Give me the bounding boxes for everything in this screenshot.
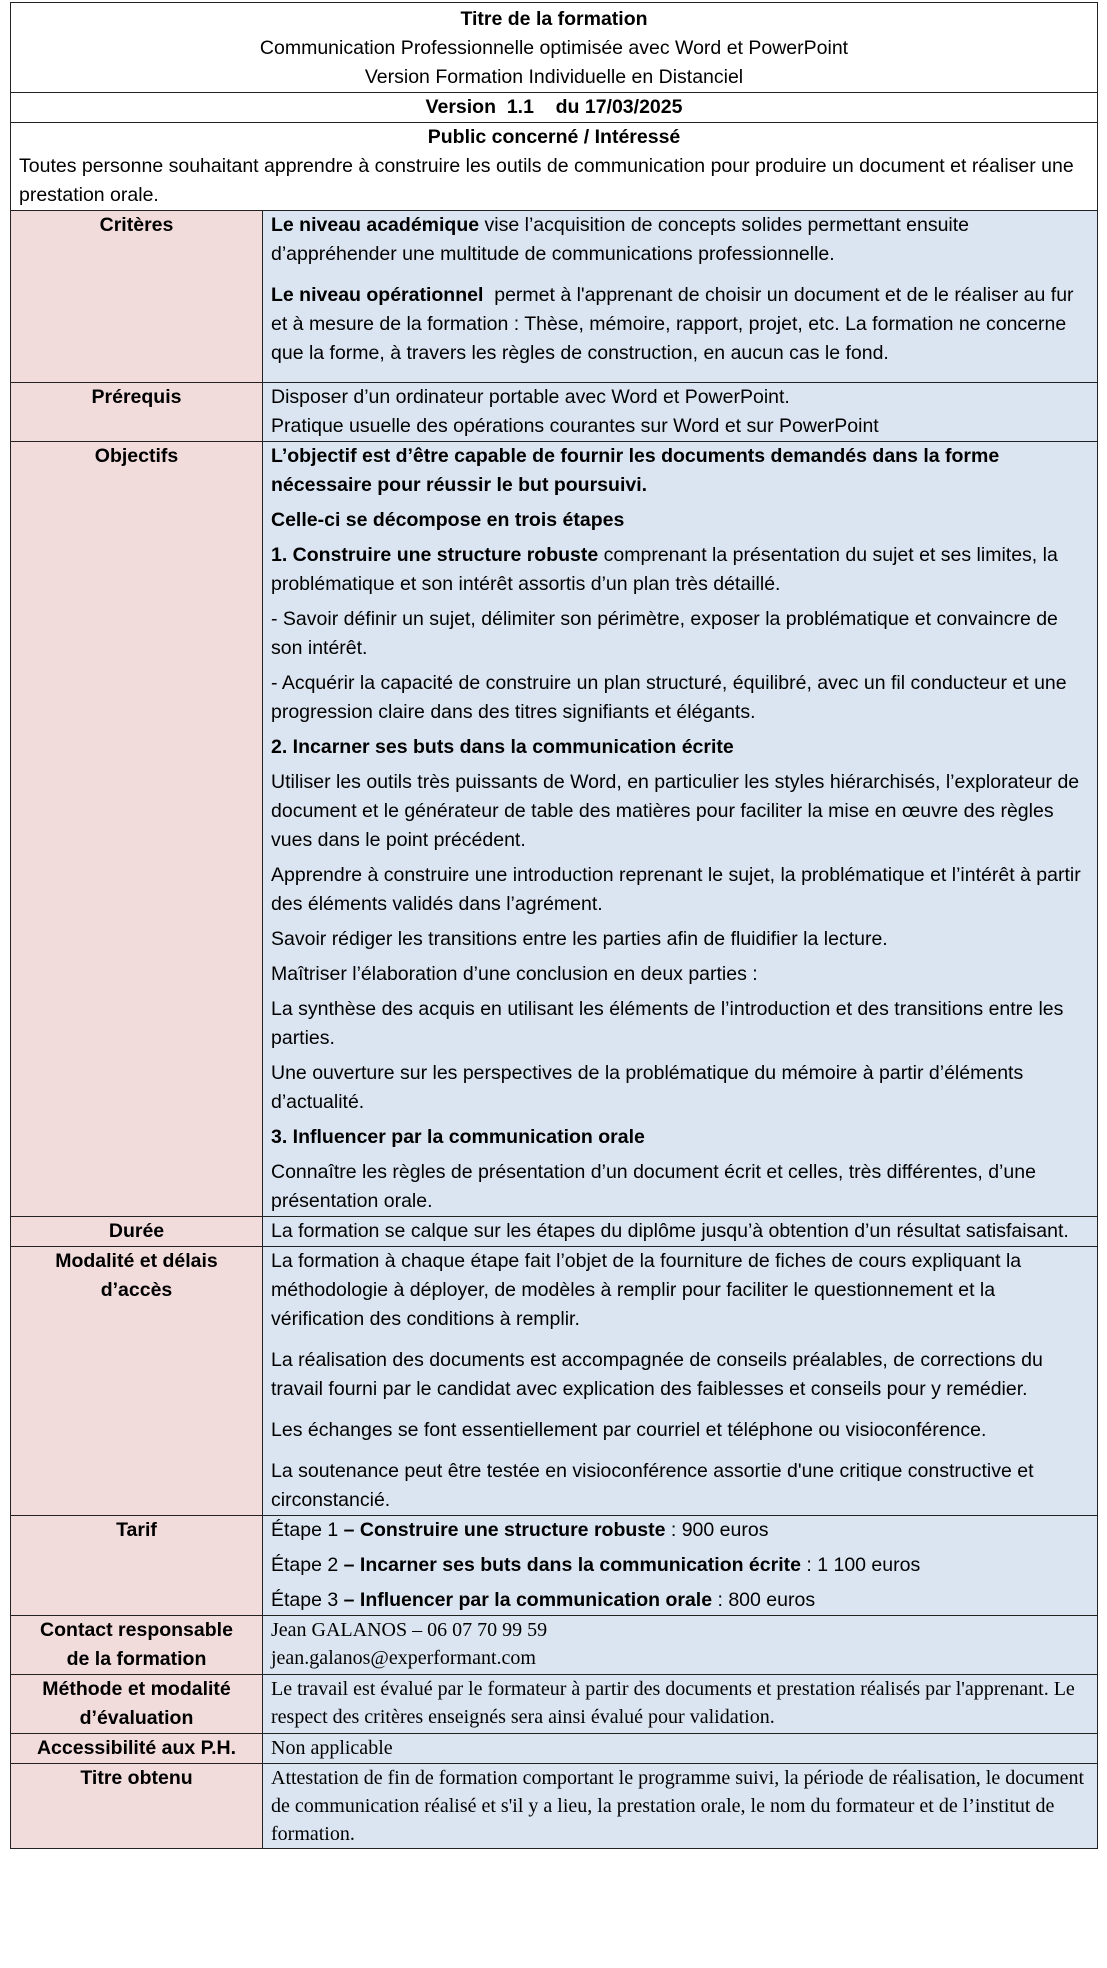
tarif-item bbox=[271, 1551, 1089, 1580]
contact-label bbox=[11, 1616, 263, 1675]
titre-obtenu-row bbox=[11, 1764, 1098, 1849]
accessibilite-label: Accessibilité aux P.H. bbox=[11, 1734, 263, 1764]
modalite-label-line-2: d’accès bbox=[100, 1279, 173, 1301]
objectifs-intro: L’objectif est d’être capable de fournir les documents demandés dans la forme nécessaire pour réussir le but poursuivi. bbox=[271, 445, 1000, 496]
criteres-row bbox=[11, 211, 1098, 383]
tarif-value bbox=[263, 1516, 1098, 1616]
step2-point-e: La synthèse des acquis en utilisant les éléments de l’introduction et des transitions entre les parties. bbox=[271, 998, 1064, 1049]
formation-title: Communication Professionnelle optimisée avec Word et PowerPoint bbox=[259, 37, 849, 59]
titre-obtenu-label: Titre obtenu bbox=[11, 1764, 263, 1849]
methode-value: Le travail est évalué par le formateur à partir des documents et prestation réalisés par l'apprenant. Le respect des critères enseignés sera ainsi évalué pour validation. bbox=[263, 1675, 1098, 1734]
tarif-item-2-price: : 1 100 euros bbox=[800, 1554, 921, 1576]
step2-point-c: Savoir rédiger les transitions entre les parties afin de fluidifier la lecture. bbox=[271, 928, 888, 950]
modalite-value bbox=[263, 1247, 1098, 1516]
objectifs-value bbox=[263, 442, 1098, 1217]
contact-value bbox=[263, 1616, 1098, 1675]
step1-rest: comprenant la présentation du sujet et ses limites, la problématique et son intérêt assortis d’un plan très détaillé. bbox=[271, 544, 1058, 595]
contact-name-phone: Jean GALANOS – 06 07 70 99 59 bbox=[271, 1619, 548, 1641]
contact-email: jean.galanos@experformant.com bbox=[271, 1647, 536, 1669]
objectifs-row bbox=[11, 442, 1098, 1217]
step1-title: 1. Construire une structure robuste bbox=[271, 544, 599, 566]
prerequis-label: Prérequis bbox=[11, 383, 263, 442]
methode-row bbox=[11, 1675, 1098, 1734]
public-label: Public concerné / Intéressé bbox=[427, 126, 681, 148]
duree-value: La formation se calque sur les étapes du diplôme jusqu’à obtention d’un résultat satisfaisant. bbox=[263, 1217, 1098, 1247]
formation-table bbox=[10, 2, 1098, 1849]
step2-title: 2. Incarner ses buts dans la communication écrite bbox=[271, 736, 734, 758]
modalite-p4: La soutenance peut être testée en visioconférence assortie d'une critique constructive et circonstancié. bbox=[271, 1460, 1034, 1511]
step2-point-d: Maîtriser l’élaboration d’une conclusion en deux parties : bbox=[271, 963, 758, 985]
criteres-p2-bold: Le niveau opérationnel bbox=[271, 284, 484, 306]
tarif-item-1-prefix: Étape 1 bbox=[271, 1519, 344, 1541]
tarif-item-1-price: : 900 euros bbox=[665, 1519, 769, 1541]
formation-subtitle: Version Formation Individuelle en Distanciel bbox=[364, 66, 744, 88]
step2-point-a: Utiliser les outils très puissants de Word, en particulier les styles hiérarchisés, l’explorateur de document et le générateur de table des matières pour faciliter la mise en œuvre des règles vues dans le point précédent. bbox=[271, 771, 1080, 851]
objectifs-steps-intro: Celle-ci se décompose en trois étapes bbox=[271, 509, 625, 531]
modalite-p2: La réalisation des documents est accompagnée de conseils préalables, de corrections du travail fourni par le candidat avec explication des faiblesses et conseils pour y remédier. bbox=[271, 1349, 1043, 1400]
step3-point-a: Connaître les règles de présentation d’un document écrit et celles, très différentes, d’une présentation orale. bbox=[271, 1161, 1036, 1212]
criteres-label: Critères bbox=[11, 211, 263, 383]
step2-point-f: Une ouverture sur les perspectives de la problématique du mémoire à partir d’éléments d’actualité. bbox=[271, 1062, 1024, 1113]
criteres-p1-rest: vise l’acquisition de concepts solides permettant ensuite d’appréhender une multitude de communications professionnelle. bbox=[271, 214, 970, 265]
objectifs-label: Objectifs bbox=[11, 442, 263, 1217]
version-row bbox=[11, 93, 1098, 123]
methode-label-line-1: Méthode et modalité bbox=[42, 1678, 231, 1700]
tarif-row bbox=[11, 1516, 1098, 1616]
title-label: Titre de la formation bbox=[460, 8, 648, 30]
contact-label-line-2: de la formation bbox=[66, 1648, 207, 1670]
tarif-item-2-prefix: Étape 2 bbox=[271, 1554, 344, 1576]
formation-sheet bbox=[10, 2, 1097, 1849]
title-row bbox=[11, 3, 1098, 93]
modalite-p1: La formation à chaque étape fait l’objet de la fourniture de fiches de cours expliquant la méthodologie à déployer, de modèles à remplir pour faciliter le questionnement et la vérification des conditions à remplir. bbox=[271, 1250, 1022, 1330]
prerequis-value bbox=[263, 383, 1098, 442]
modalite-label-line-1: Modalité et délais bbox=[55, 1250, 218, 1272]
methode-label-line-2: d’évaluation bbox=[79, 1707, 194, 1729]
tarif-label: Tarif bbox=[11, 1516, 263, 1616]
accessibilite-value: Non applicable bbox=[263, 1734, 1098, 1764]
titre-obtenu-value: Attestation de fin de formation comportant le programme suivi, la période de réalisation, le document de communication réalisé et s'il y a lieu, la prestation orale, le nom du formateur et de l’institut de formation. bbox=[263, 1764, 1098, 1849]
version-text: Version 1.1 du 17/03/2025 bbox=[11, 93, 1098, 123]
prerequis-line-2: Pratique usuelle des opérations courantes sur Word et sur PowerPoint bbox=[271, 415, 879, 437]
tarif-item bbox=[271, 1516, 1089, 1545]
duree-label: Durée bbox=[11, 1217, 263, 1247]
methode-label bbox=[11, 1675, 263, 1734]
tarif-item-2-title: – Incarner ses buts dans la communication écrite bbox=[343, 1554, 801, 1576]
contact-label-line-1: Contact responsable bbox=[40, 1619, 233, 1641]
accessibilite-row bbox=[11, 1734, 1098, 1764]
contact-row bbox=[11, 1616, 1098, 1675]
public-row bbox=[11, 123, 1098, 211]
duree-row bbox=[11, 1217, 1098, 1247]
step3-title: 3. Influencer par la communication orale bbox=[271, 1126, 645, 1148]
tarif-item-3-price: : 800 euros bbox=[712, 1589, 816, 1611]
tarif-item-3-title: – Influencer par la communication orale bbox=[343, 1589, 713, 1611]
step1-point-b: - Acquérir la capacité de construire un plan structuré, équilibré, avec un fil conducteur et une progression claire dans des titres signifiants et élégants. bbox=[271, 672, 1067, 723]
step1-point-a: - Savoir définir un sujet, délimiter son périmètre, exposer la problématique et convaincre de son intérêt. bbox=[271, 608, 1058, 659]
tarif-item-1-title: – Construire une structure robuste bbox=[343, 1519, 666, 1541]
prerequis-row bbox=[11, 383, 1098, 442]
criteres-p1-bold: Le niveau académique bbox=[271, 214, 480, 236]
tarif-item bbox=[271, 1586, 1089, 1615]
prerequis-line-1: Disposer d’un ordinateur portable avec Word et PowerPoint. bbox=[271, 386, 790, 408]
criteres-p2-rest: permet à l'apprenant de choisir un document et de le réaliser au fur et à mesure de la formation : Thèse, mémoire, rapport, projet, etc. La formation ne concerne que la forme, à travers les règles de construction, en aucun cas le fond. bbox=[271, 284, 1079, 364]
public-text: Toutes personne souhaitant apprendre à construire les outils de communication pour produire un document et réaliser une prestation orale. bbox=[19, 155, 1074, 206]
tarif-item-3-prefix: Étape 3 bbox=[271, 1589, 344, 1611]
modalite-label bbox=[11, 1247, 263, 1516]
modalite-row bbox=[11, 1247, 1098, 1516]
modalite-p3: Les échanges se font essentiellement par courriel et téléphone ou visioconférence. bbox=[271, 1419, 987, 1441]
criteres-value bbox=[263, 211, 1098, 383]
step2-point-b: Apprendre à construire une introduction reprenant le sujet, la problématique et l’intérêt à partir des éléments validés dans l’agrément. bbox=[271, 864, 1081, 915]
